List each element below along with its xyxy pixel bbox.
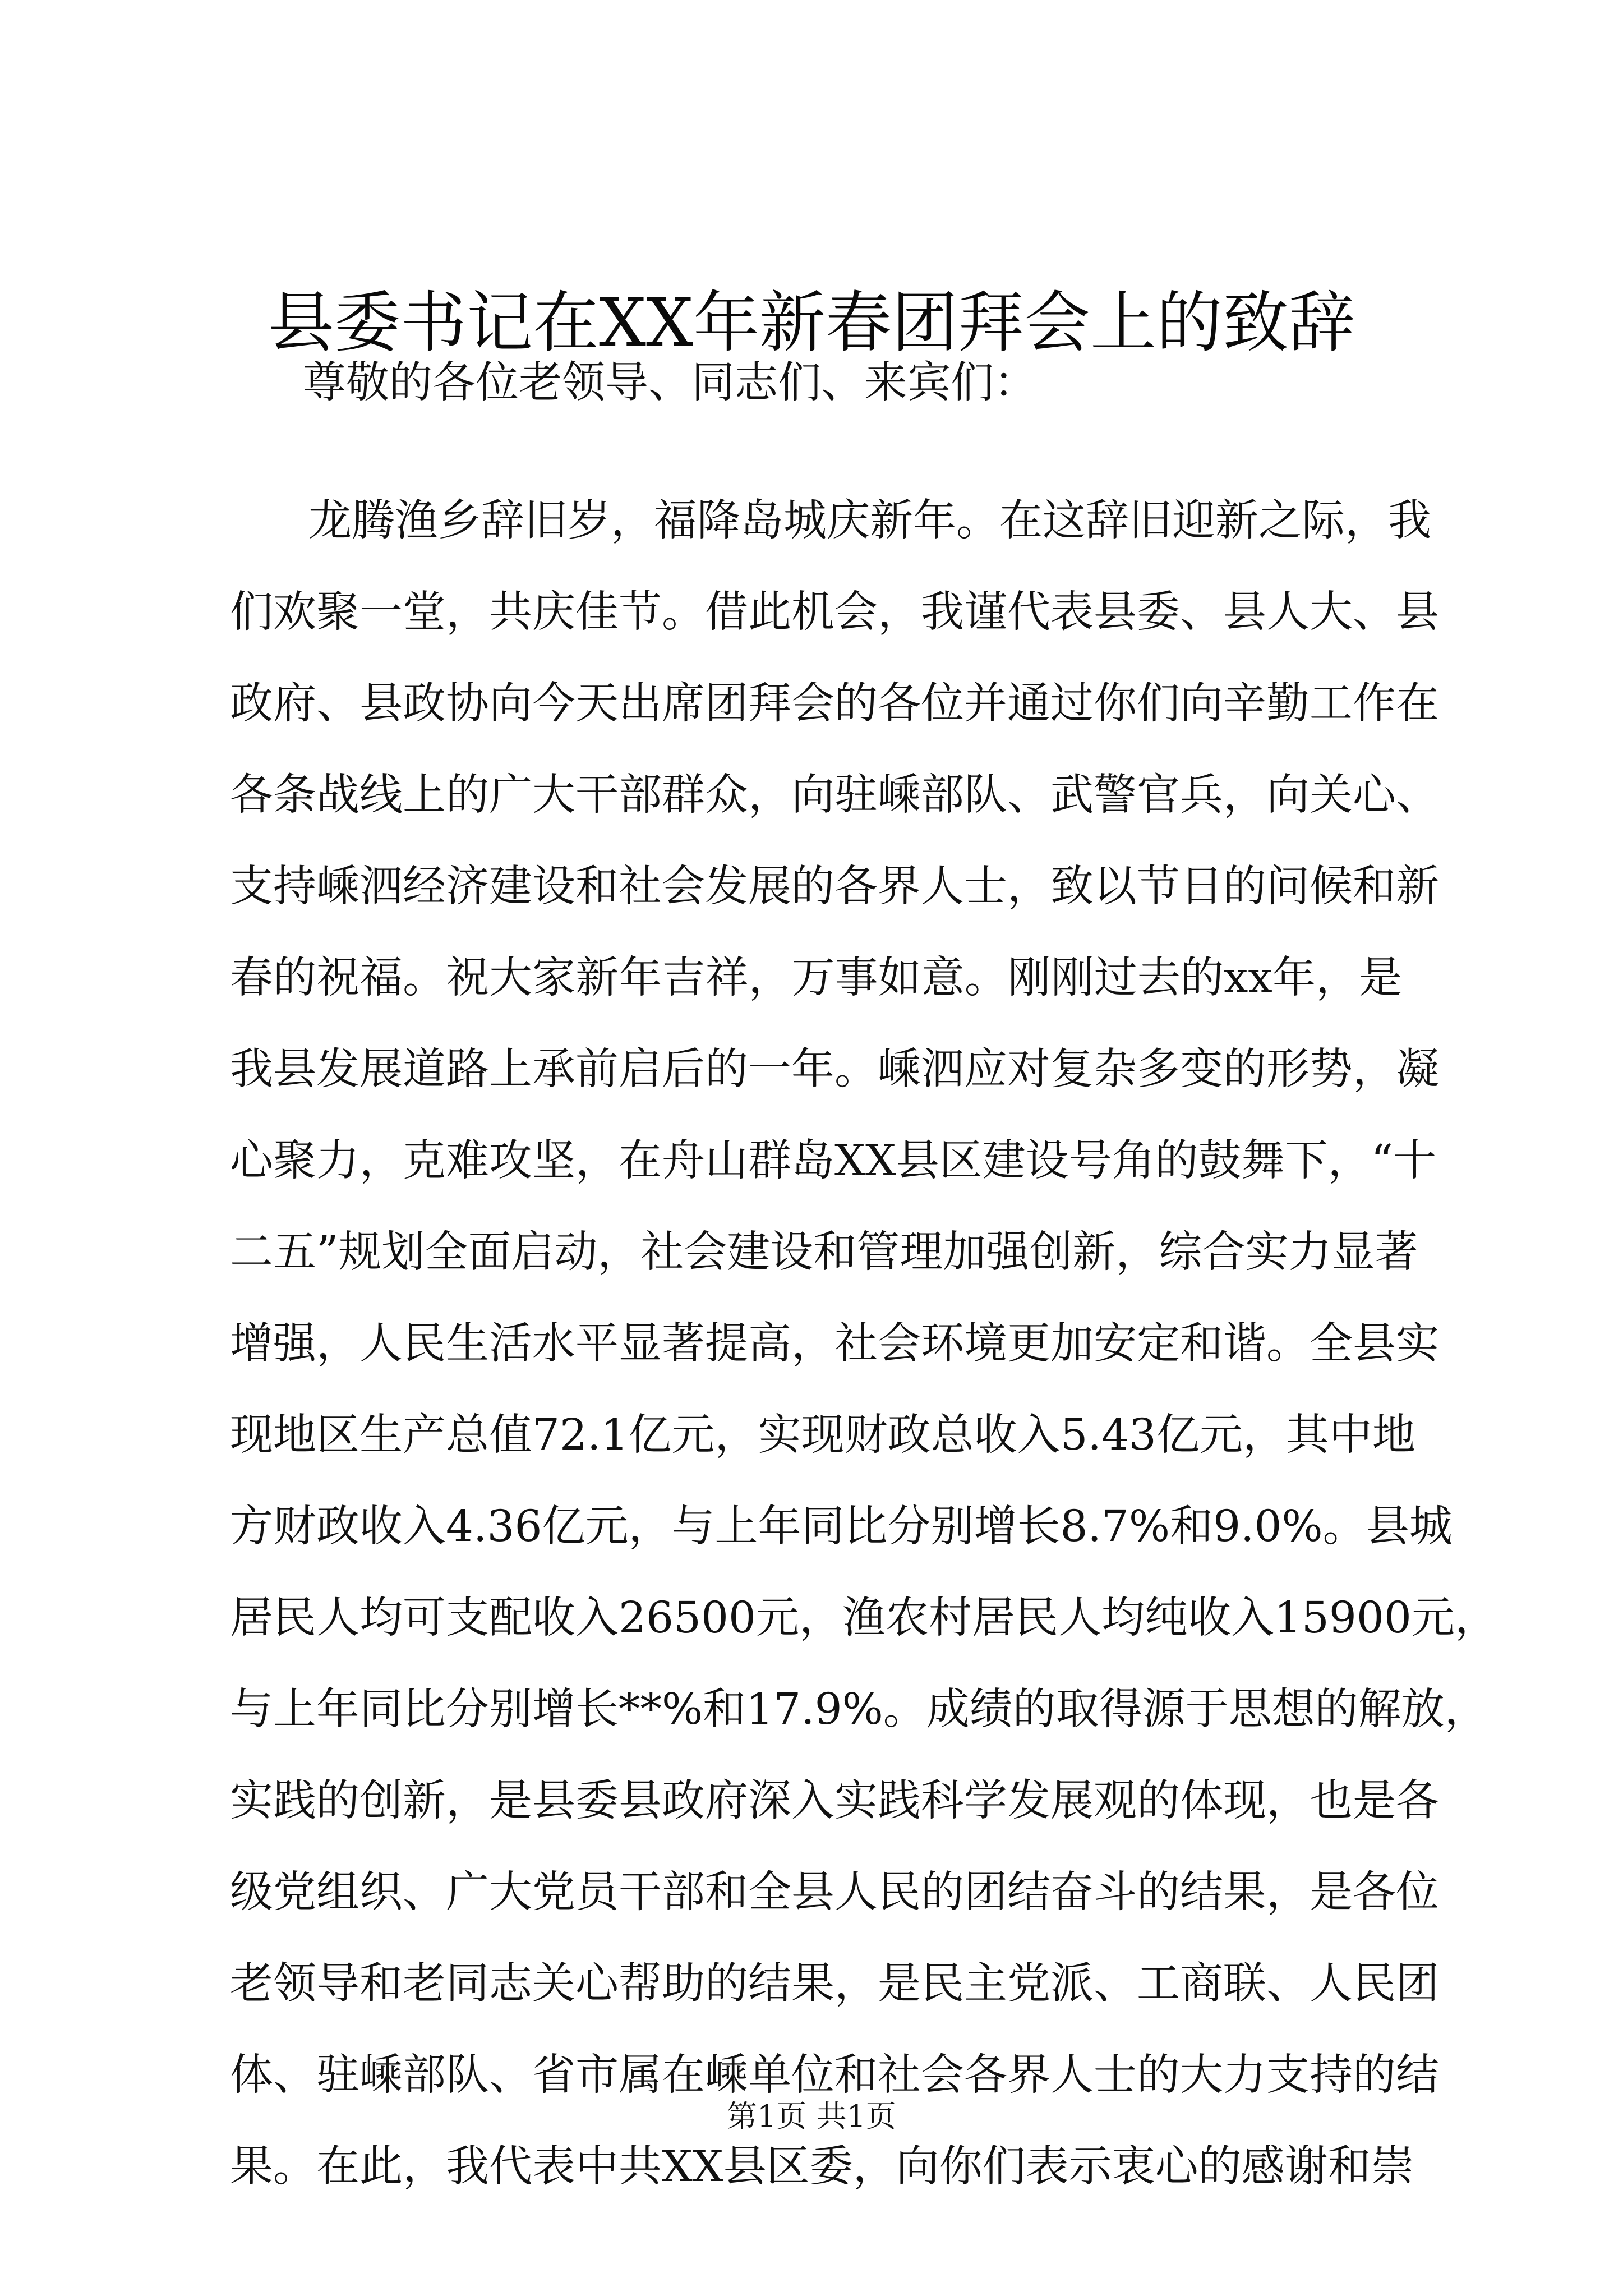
body-line: 各条战线上的广大干部群众，向驻嵊部队、武警官兵，向关心、 — [230, 770, 1439, 820]
body-line: 我县发展道路上承前启后的一年。嵊泗应对复杂多变的形势，凝 — [230, 1045, 1439, 1094]
body-line: 增强，人民生活水平显著提高，社会环境更加安定和谐。全县实 — [230, 1319, 1439, 1369]
document-title: 县委书记在XX年新春团拜会上的致辞 — [268, 284, 1355, 361]
body-line: 果。在此，我代表中共XX县区委，向你们表示衷心的感谢和崇 — [230, 2142, 1414, 2192]
body-line: 实践的创新，是县委县政府深入实践科学发展观的体现，也是各 — [230, 1776, 1439, 1826]
body-line: 支持嵊泗经济建设和社会发展的各界人士，致以节日的问候和新 — [230, 862, 1439, 912]
body-line: 们欢聚一堂，共庆佳节。借此机会，我谨代表县委、县人大、县 — [230, 587, 1439, 637]
body-line: 心聚力，克难攻坚，在舟山群岛XX县区建设号角的鼓舞下，“十 — [230, 1136, 1436, 1186]
body-line: 春的祝福。祝大家新年吉祥，万事如意。刚刚过去的xx年，是 — [230, 953, 1402, 1003]
body-line: 龙腾渔乡辞旧岁，福降岛城庆新年。在这辞旧迎新之际，我 — [308, 496, 1431, 546]
body-line: 方财政收入4.36亿元，与上年同比分别增长8.7%和9.0%。县城 — [230, 1502, 1453, 1552]
body-line: 现地区生产总值72.1亿元，实现财政总收入5.43亿元，其中地 — [230, 1410, 1415, 1460]
salutation: 尊敬的各位老领导、同志们、来宾们： — [303, 358, 1037, 408]
body-line: 二五”规划全面启动，社会建设和管理加强创新，综合实力显著 — [230, 1227, 1418, 1277]
body-line: 老领导和老同志关心帮助的结果，是民主党派、工商联、人民团 — [230, 1959, 1439, 2009]
body-line: 级党组织、广大党员干部和全县人民的团结奋斗的结果，是各位 — [230, 1867, 1439, 1917]
page-footer: 第1页 共1页 — [727, 2099, 896, 2134]
body-line: 体、驻嵊部队、省市属在嵊单位和社会各界人士的大力支持的结 — [230, 2050, 1439, 2100]
body-line: 与上年同比分别增长**%和17.9%。成绩的取得源于思想的解放， — [230, 1685, 1488, 1734]
body-line: 政府、县政协向今天出席团拜会的各位并通过你们向辛勤工作在 — [230, 679, 1439, 729]
body-line: 居民人均可支配收入26500元，渔农村居民人均纯收入15900元， — [230, 1593, 1498, 1643]
body-paragraph — [230, 475, 1498, 2212]
